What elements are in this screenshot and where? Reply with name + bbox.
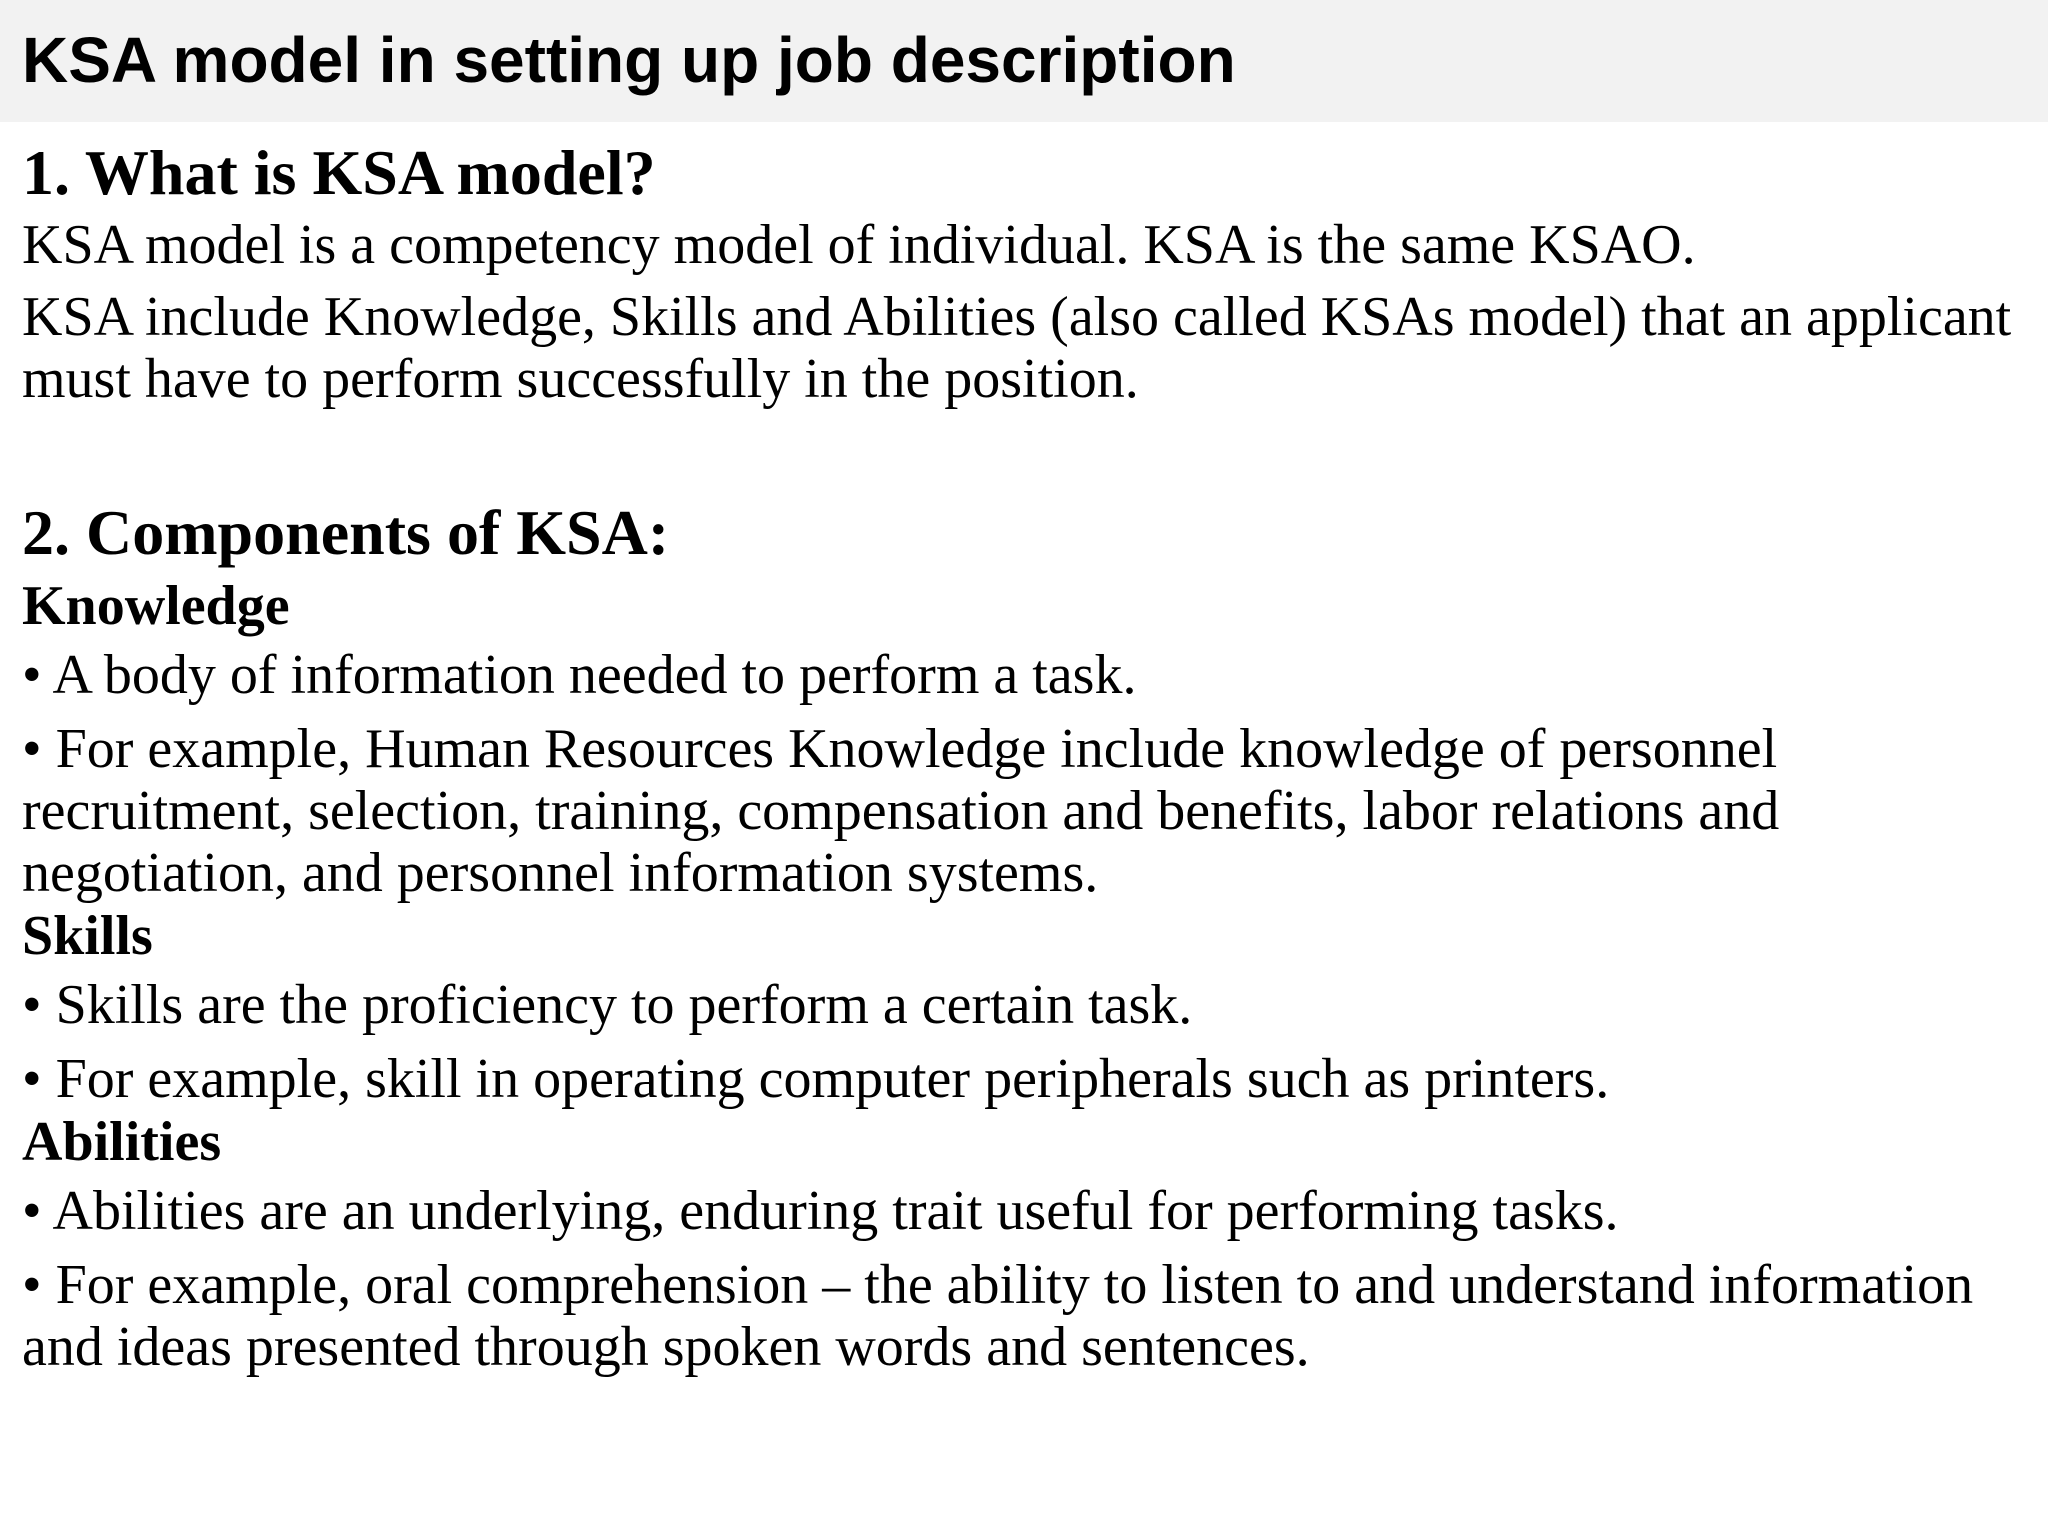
bullet-item: • A body of information needed to perform a task. [22, 644, 1137, 706]
paragraph-definition: KSA model is a competency model of individual. KSA is the same KSAO. [22, 214, 1696, 276]
bullet-item: • Abilities are an underlying, enduring trait useful for performing tasks. [22, 1180, 1619, 1242]
subheading-skills: Skills [22, 905, 153, 967]
paragraph-components-intro: KSA include Knowledge, Skills and Abilities (also called KSAs model) that an applicant must have to perform successfully in the position. [22, 286, 2012, 410]
bullet-item: • Skills are the proficiency to perform a certain task. [22, 974, 1193, 1036]
slide-content [22, 132, 2032, 1378]
bullet-item: • For example, skill in operating computer peripherals such as printers. [22, 1048, 1610, 1110]
section-heading-components: 2. Components of KSA: [22, 497, 670, 568]
subheading-abilities: Abilities [22, 1111, 222, 1173]
subheading-knowledge: Knowledge [22, 575, 290, 637]
section-heading-what-is-ksa: 1. What is KSA model? [22, 137, 656, 208]
bullet-item: • For example, Human Resources Knowledge include knowledge of personnel recruitment, selection, training, compensation and benefits, labor relations and negotiation, and personnel information systems. [22, 718, 1780, 904]
page-title: KSA model in setting up job description [22, 24, 1236, 96]
section-spacer [22, 410, 2032, 492]
bullet-item: • For example, oral comprehension – the ability to listen to and understand information and ideas presented through spoken words and sentences. [22, 1254, 1974, 1378]
title-bar [0, 0, 2048, 122]
